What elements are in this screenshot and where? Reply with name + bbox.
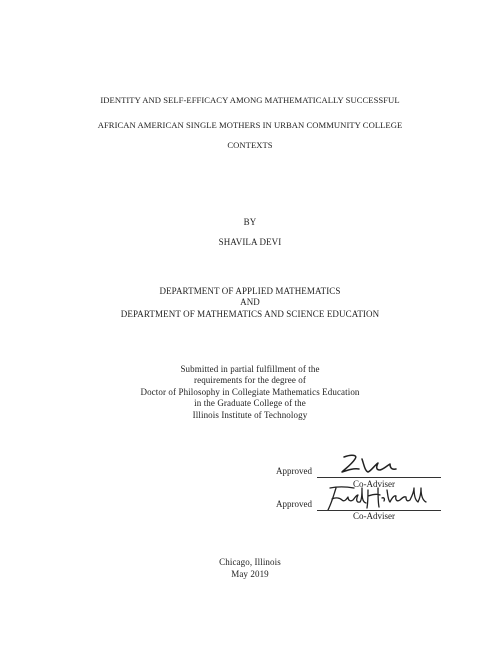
signature-line-1 bbox=[317, 477, 441, 478]
departments-and: AND bbox=[240, 297, 260, 307]
by-label: BY bbox=[243, 217, 257, 227]
approved-label-1: Approved bbox=[276, 466, 312, 476]
submission-line-5: Illinois Institute of Technology bbox=[192, 410, 308, 420]
co-adviser-caption-2: Co-Adviser bbox=[353, 511, 395, 521]
place: Chicago, Illinois bbox=[219, 557, 281, 567]
author-name: SHAVILA DEVI bbox=[218, 237, 282, 247]
department-2: DEPARTMENT OF MATHEMATICS AND SCIENCE EDUCATION bbox=[120, 309, 380, 319]
submission-line-4: in the Graduate College of the bbox=[194, 398, 306, 408]
submission-line-3: Doctor of Philosophy in Collegiate Mathematics Education bbox=[140, 387, 360, 397]
co-adviser-caption-1: Co-Adviser bbox=[353, 479, 395, 489]
title-line-2: AFRICAN AMERICAN SINGLE MOTHERS IN URBAN COMMUNITY COLLEGE bbox=[97, 120, 403, 130]
date: May 2019 bbox=[231, 569, 269, 579]
submission-line-1: Submitted in partial fulfillment of the bbox=[180, 364, 320, 374]
signature-1 bbox=[338, 451, 408, 477]
title-line-1: IDENTITY AND SELF-EFFICACY AMONG MATHEMATICALLY SUCCESSFUL bbox=[100, 95, 400, 105]
approved-label-2: Approved bbox=[276, 499, 312, 509]
submission-line-2: requirements for the degree of bbox=[194, 375, 306, 385]
department-1: DEPARTMENT OF APPLIED MATHEMATICS bbox=[159, 286, 341, 296]
title-line-3: CONTEXTS bbox=[227, 140, 273, 150]
